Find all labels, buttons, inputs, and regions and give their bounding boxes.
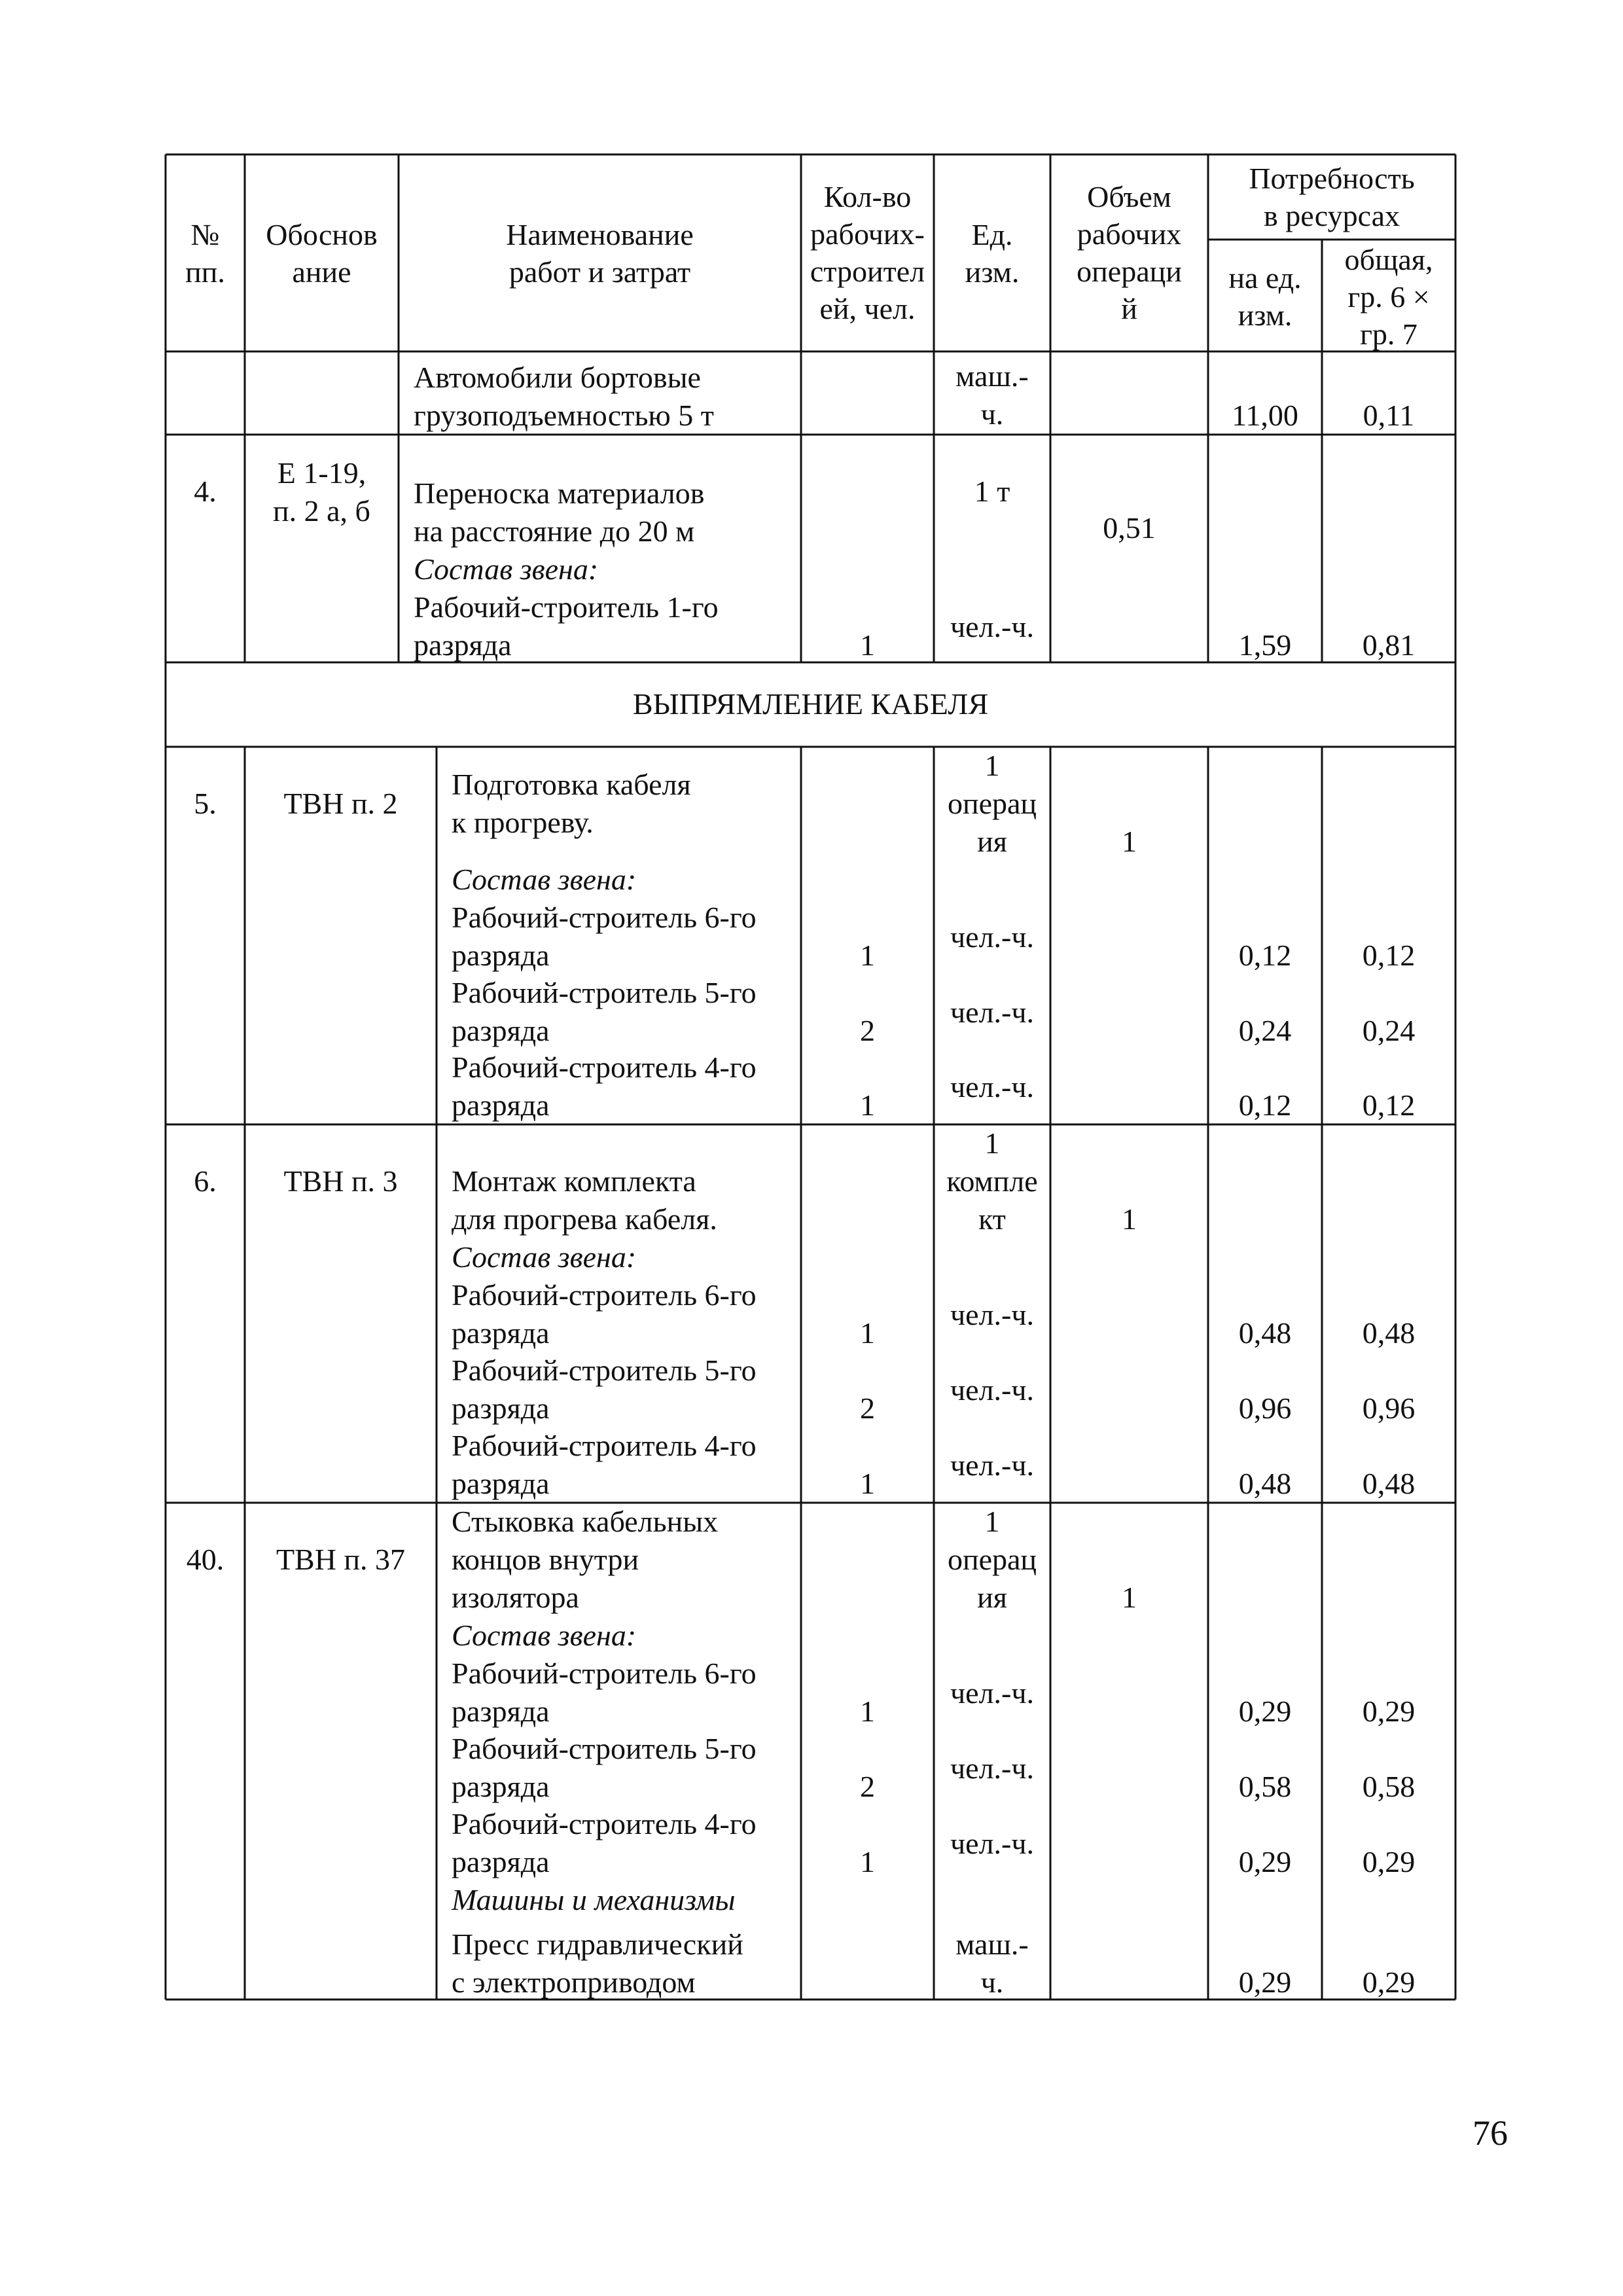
row-5-unit-line: операц	[947, 787, 1037, 820]
row-6-basis: ТВН п. 3	[283, 1164, 398, 1198]
header-workers-count	[801, 178, 934, 327]
row-4-unit: 1 т	[974, 475, 1010, 508]
header-work-name	[399, 216, 801, 291]
header-name-line: Наименование	[506, 218, 694, 251]
row-5-unit-line: ия	[977, 825, 1007, 858]
row-40-unit-line: 1	[984, 1505, 1000, 1538]
row-6-unit	[934, 1124, 1050, 1238]
row-6-worker-name-line: Рабочий-строитель 6-го	[452, 1278, 757, 1312]
row-40-worker-total: 0,29	[1362, 1845, 1416, 1878]
header-need	[1208, 160, 1455, 234]
row-4-name	[414, 475, 704, 550]
row-trucks-total: 0,11	[1363, 399, 1415, 432]
row-40-machine-total: 0,29	[1362, 1965, 1416, 1999]
row-40-worker-name-line: Рабочий-строитель 6-го	[452, 1657, 757, 1690]
row-6-crew-label: Состав звена:	[452, 1240, 637, 1274]
row-40-machine-name-line: Пресс гидравлический	[452, 1928, 743, 1961]
row-6-unit-line: кт	[978, 1202, 1006, 1236]
row-40-unit	[934, 1503, 1050, 1617]
row-5-worker-per-unit: 0,24	[1238, 1014, 1292, 1047]
row-6-unit-line: 1	[984, 1126, 1000, 1160]
row-5-worker-name-line: Рабочий-строитель 4-го	[452, 1050, 757, 1084]
row-6-worker-name-line: разряда	[452, 1391, 550, 1425]
row-40-machine-unit-line: маш.-	[955, 1928, 1029, 1961]
row-5-name-line: Подготовка кабеля	[452, 768, 691, 801]
row-6-worker-count: 1	[860, 1467, 875, 1500]
header-need-line: в ресурсах	[1264, 199, 1400, 232]
row-6-worker-name	[452, 1427, 757, 1503]
row-5-worker-unit: чел.-ч.	[950, 1070, 1034, 1103]
row-6-worker-name	[452, 1352, 757, 1427]
header-workers-line: строител	[810, 255, 925, 288]
row-5-worker-name	[452, 899, 757, 975]
row-5-worker-unit: чел.-ч.	[950, 996, 1034, 1029]
row-40-worker-per-unit: 0,29	[1238, 1695, 1292, 1728]
row-5-worker-count: 1	[860, 939, 875, 972]
row-40-machine-name	[452, 1926, 743, 2001]
header-total-line: общая,	[1344, 243, 1433, 276]
row-5-worker-name-line: разряда	[452, 939, 550, 972]
row-40-name-line: изолятора	[452, 1581, 579, 1614]
row-40-worker-count: 2	[860, 1770, 875, 1803]
row-6-worker-name	[452, 1276, 757, 1352]
header-volume-line: операци	[1077, 255, 1182, 288]
header-volume	[1050, 178, 1208, 327]
row-4-number: 4.	[194, 475, 217, 508]
row-40-worker-name-line: Рабочий-строитель 5-го	[452, 1732, 757, 1765]
row-40-worker-per-unit: 0,58	[1238, 1770, 1292, 1803]
row-5-name-line: к прогреву.	[452, 806, 594, 839]
row-6-worker-count: 2	[860, 1391, 875, 1425]
row-40-worker-name	[452, 1730, 757, 1806]
row-5-worker-total: 0,24	[1362, 1014, 1416, 1047]
row-6-worker-per-unit: 0,48	[1238, 1316, 1292, 1350]
row-40-worker-name-line: разряда	[452, 1845, 550, 1878]
header-name-line: работ и затрат	[508, 255, 691, 289]
header-volume-line: рабочих	[1077, 217, 1182, 251]
row-4-basis-line: п. 2 а, б	[273, 494, 370, 528]
row-40-worker-name	[452, 1805, 757, 1881]
row-5-volume: 1	[1122, 825, 1137, 858]
row-40-worker-unit: чел.-ч.	[950, 1827, 1034, 1860]
header-unit	[934, 216, 1050, 291]
header-basis	[245, 216, 399, 291]
header-basis-line: ание	[292, 255, 351, 289]
header-total-line: гр. 7	[1360, 317, 1418, 351]
row-5-name	[452, 766, 691, 842]
row-5-unit	[934, 747, 1050, 861]
row-6-worker-name-line: разряда	[452, 1467, 550, 1500]
row-trucks-unit-line: ч.	[980, 397, 1004, 431]
row-5-worker-name-line: Рабочий-строитель 6-го	[452, 901, 757, 934]
row-40-machine-unit	[934, 1926, 1050, 2001]
row-6-worker-unit: чел.-ч.	[950, 1373, 1034, 1407]
row-40-crew-label: Состав звена:	[452, 1619, 637, 1652]
row-4-worker-name-line: разряда	[414, 628, 512, 662]
row-5-worker-per-unit: 0,12	[1238, 939, 1292, 972]
header-number-line: пп.	[185, 255, 225, 289]
row-40-worker-name-line: разряда	[452, 1695, 550, 1728]
row-40-worker-count: 1	[860, 1845, 875, 1878]
row-6-name-line: для прогрева кабеля.	[452, 1202, 717, 1236]
header-need-line: Потребность	[1249, 162, 1415, 195]
row-40-worker-total: 0,29	[1362, 1695, 1416, 1728]
row-40-worker-name-line: разряда	[452, 1770, 550, 1803]
header-basis-line: Обоснов	[266, 218, 378, 251]
row-4-worker-count: 1	[860, 628, 875, 662]
row-4-name-line: Переноска материалов	[414, 476, 705, 510]
row-4-worker-total: 0,81	[1362, 628, 1416, 662]
page-number: 76	[1472, 2113, 1508, 2153]
header-number-line: №	[190, 218, 220, 251]
row-5-worker-name-line: Рабочий-строитель 5-го	[452, 976, 757, 1009]
header-unit-line: изм.	[965, 255, 1020, 289]
header-workers-line: Кол-во	[823, 180, 912, 213]
row-40-worker-unit: чел.-ч.	[950, 1751, 1034, 1785]
row-5-worker-name-line: разряда	[452, 1014, 550, 1047]
row-5-worker-count: 1	[860, 1088, 875, 1122]
header-per-unit-line: на ед.	[1228, 261, 1302, 295]
row-trucks-name	[414, 359, 714, 435]
row-6-worker-name-line: разряда	[452, 1316, 550, 1350]
row-6-name-line: Монтаж комплекта	[452, 1164, 696, 1198]
row-5-worker-total: 0,12	[1362, 1088, 1416, 1122]
row-40-worker-name	[452, 1655, 757, 1731]
row-4-worker-unit: чел.-ч.	[950, 610, 1034, 643]
row-4-crew-label: Состав звена:	[414, 552, 599, 586]
row-5-worker-total: 0,12	[1362, 939, 1416, 972]
row-40-worker-unit: чел.-ч.	[950, 1676, 1034, 1710]
header-volume-line: й	[1121, 292, 1137, 325]
header-total-line: гр. 6 ×	[1347, 280, 1430, 314]
row-40-name-line: Стыковка кабельных	[452, 1505, 719, 1538]
row-6-worker-total: 0,96	[1362, 1391, 1416, 1425]
row-6-number: 6.	[194, 1164, 217, 1198]
section-heading: ВЫПРЯМЛЕНИЕ КАБЕЛЯ	[632, 687, 989, 721]
row-6-worker-unit: чел.-ч.	[950, 1448, 1034, 1482]
header-workers-line: рабочих-	[810, 217, 925, 251]
header-per-unit-line: изм.	[1238, 298, 1293, 332]
row-trucks-per-unit: 11,00	[1232, 399, 1298, 432]
row-5-unit-line: 1	[984, 749, 1000, 782]
row-trucks-name-line: Автомобили бортовые	[414, 361, 701, 394]
row-4-worker-per-unit: 1,59	[1238, 628, 1292, 662]
row-trucks-unit-line: маш.-	[955, 359, 1029, 393]
row-6-worker-per-unit: 0,96	[1238, 1391, 1292, 1425]
header-per-unit	[1208, 259, 1322, 334]
header-workers-line: ей, чел.	[819, 292, 916, 325]
row-4-basis-line: Е 1-19,	[277, 456, 366, 490]
row-4-worker-name	[414, 588, 719, 664]
row-trucks-unit	[934, 357, 1050, 433]
row-6-worker-total: 0,48	[1362, 1316, 1416, 1350]
row-40-unit-line: операц	[947, 1543, 1037, 1576]
row-5-worker-count: 2	[860, 1014, 875, 1047]
row-trucks-name-line: грузоподъемностью 5 т	[414, 399, 714, 432]
row-5-worker-name-line: разряда	[452, 1088, 550, 1122]
header-volume-line: Объем	[1087, 180, 1171, 213]
row-6-worker-name-line: Рабочий-строитель 4-го	[452, 1429, 757, 1462]
row-4-basis	[245, 454, 399, 530]
row-6-worker-count: 1	[860, 1316, 875, 1350]
row-6-worker-unit: чел.-ч.	[950, 1298, 1034, 1331]
row-5-number: 5.	[194, 787, 217, 820]
row-4-worker-name-line: Рабочий-строитель 1-го	[414, 590, 719, 624]
row-40-worker-per-unit: 0,29	[1238, 1845, 1292, 1878]
row-5-worker-per-unit: 0,12	[1238, 1088, 1292, 1122]
row-6-worker-name-line: Рабочий-строитель 5-го	[452, 1354, 757, 1387]
row-6-volume: 1	[1122, 1202, 1137, 1236]
row-40-machine-unit-line: ч.	[980, 1965, 1004, 1999]
row-5-crew-label: Состав звена:	[452, 863, 637, 896]
row-4-volume: 0,51	[1103, 511, 1156, 545]
row-40-name-line: концов внутри	[452, 1543, 639, 1576]
header-unit-line: Ед.	[971, 218, 1013, 251]
row-40-worker-total: 0,58	[1362, 1770, 1416, 1803]
row-4-name-line: на расстояние до 20 м	[414, 514, 695, 548]
row-40-machine-per-unit: 0,29	[1238, 1965, 1292, 1999]
row-5-worker-unit: чел.-ч.	[950, 920, 1034, 954]
row-40-machines-label: Машины и механизмы	[452, 1883, 736, 1916]
row-40-basis: ТВН п. 37	[276, 1543, 406, 1576]
row-40-name	[452, 1503, 718, 1617]
row-5-worker-name	[452, 1049, 757, 1124]
row-40-worker-name-line: Рабочий-строитель 4-го	[452, 1807, 757, 1840]
row-6-worker-per-unit: 0,48	[1238, 1467, 1292, 1500]
row-5-basis: ТВН п. 2	[283, 787, 398, 820]
header-number	[166, 216, 245, 291]
row-6-worker-total: 0,48	[1362, 1467, 1416, 1500]
row-6-name	[452, 1162, 717, 1238]
row-40-worker-count: 1	[860, 1695, 875, 1728]
row-5-worker-name	[452, 974, 757, 1050]
row-40-unit-line: ия	[977, 1581, 1007, 1614]
row-40-machine-name-line: с электроприводом	[452, 1965, 696, 1999]
row-40-number: 40.	[186, 1543, 224, 1576]
row-40-volume: 1	[1122, 1581, 1137, 1614]
header-total	[1322, 241, 1455, 353]
row-6-unit-line: компле	[946, 1164, 1038, 1198]
